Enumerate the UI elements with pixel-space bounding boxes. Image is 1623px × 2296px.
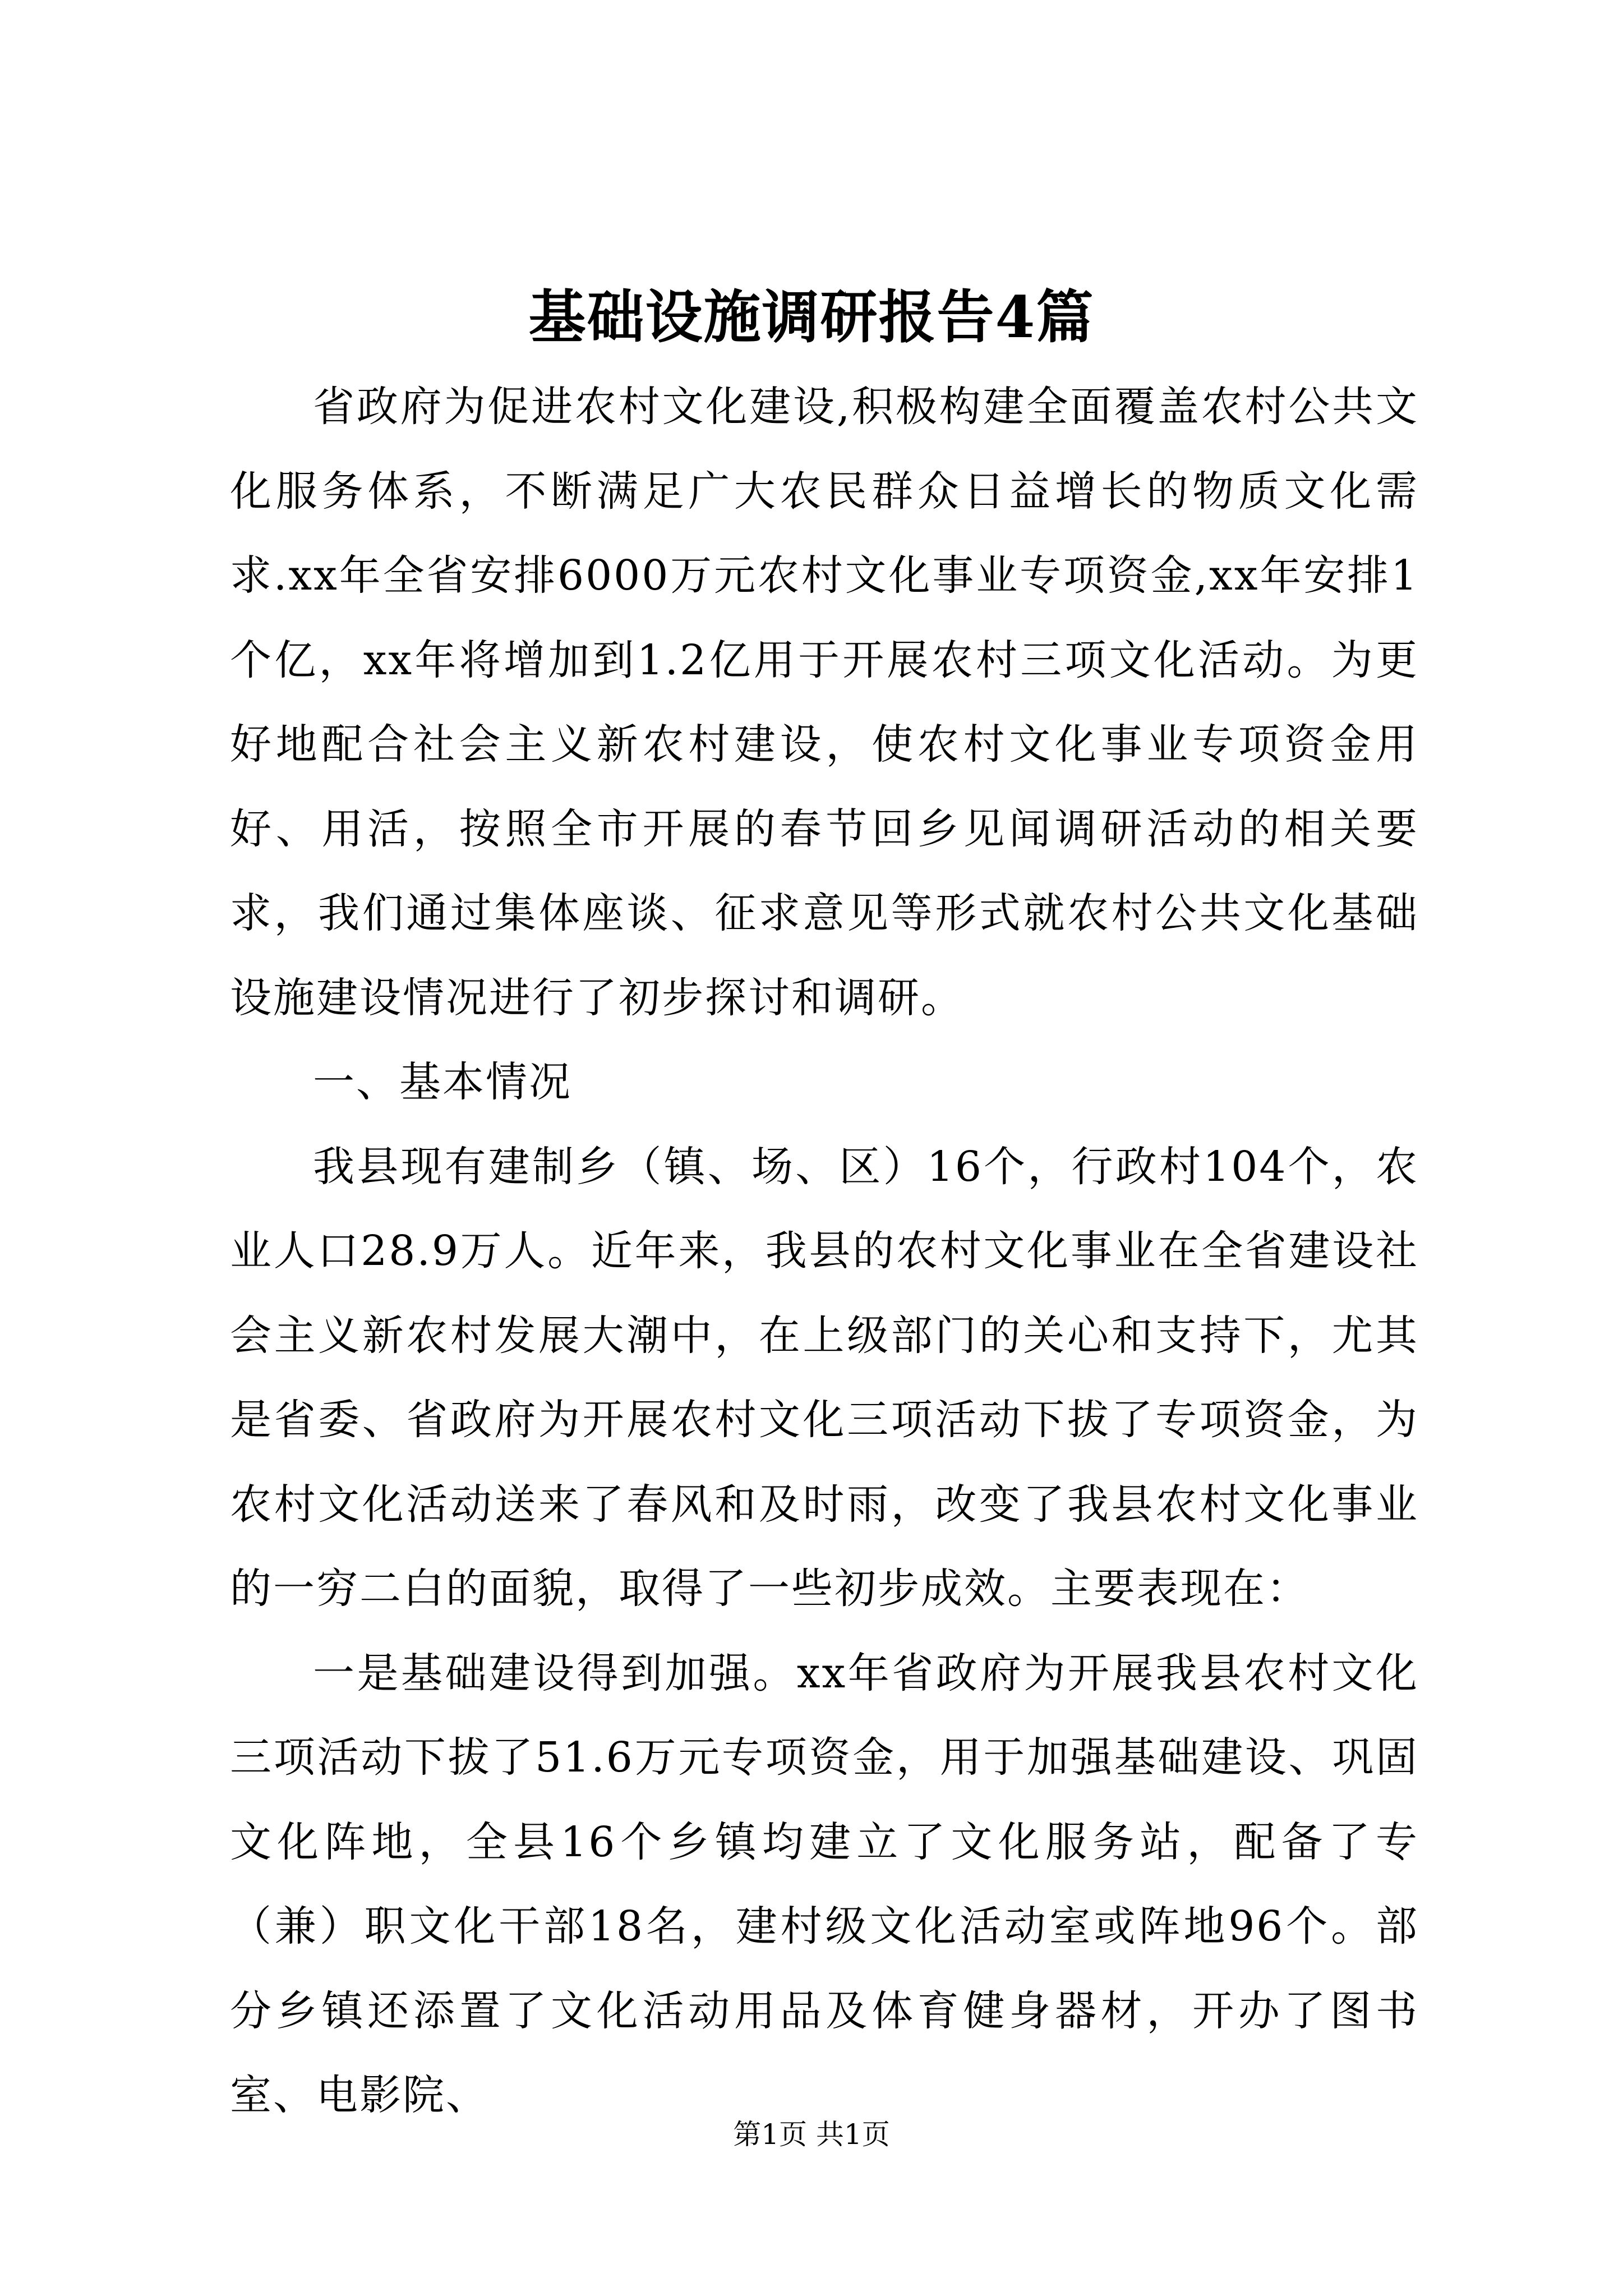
paragraph-intro: 省政府为促进农村文化建设,积极构建全面覆盖农村公共文化服务体系，不断满足广大农民群众日益增长的物质文化需求.xx年全省安排6000万元农村文化事业专项资金,xx年安排1个亿，xx年将增加到1.2亿用于开展农村三项文化活动。为更好地配合社会主义新农村建设，使农村文化事业专项资金用好、用活，按照全市开展的春节回乡见闻调研活动的相关要求，我们通过集体座谈、征求意见等形式就农村公共文化基础设施建设情况进行了初步探讨和调研。: [230, 383, 1419, 1022]
section-heading-basic-situation: 一、基本情况: [313, 1058, 572, 1106]
document-body: [230, 365, 1419, 2138]
paragraph-infrastructure: 一是基础建设得到加强。xx年省政府为开展我县农村文化三项活动下拔了51.6万元专项资金，用于加强基础建设、巩固文化阵地，全县16个乡镇均建立了文化服务站，配备了专（兼）职文化干部18名，建村级文化活动室或阵地96个。部分乡镇还添置了文化活动用品及体育健身器材，开办了图书室、电影院、: [230, 1649, 1419, 2119]
page-number-footer: 第1页 共1页: [733, 2118, 890, 2151]
document-title: 基础设施调研报告4篇: [528, 284, 1095, 351]
paragraph-county-overview: 我县现有建制乡（镇、场、区）16个，行政村104个，农业人口28.9万人。近年来，我县的农村文化事业在全省建设社会主义新农村发展大潮中，在上级部门的关心和支持下，尤其是省委、省政府为开展农村文化三项活动下拔了专项资金，为农村文化活动送来了春风和及时雨，改变了我县农村文化事业的一穷二白的面貌，取得了一些初步成效。主要表现在：: [230, 1142, 1419, 1613]
